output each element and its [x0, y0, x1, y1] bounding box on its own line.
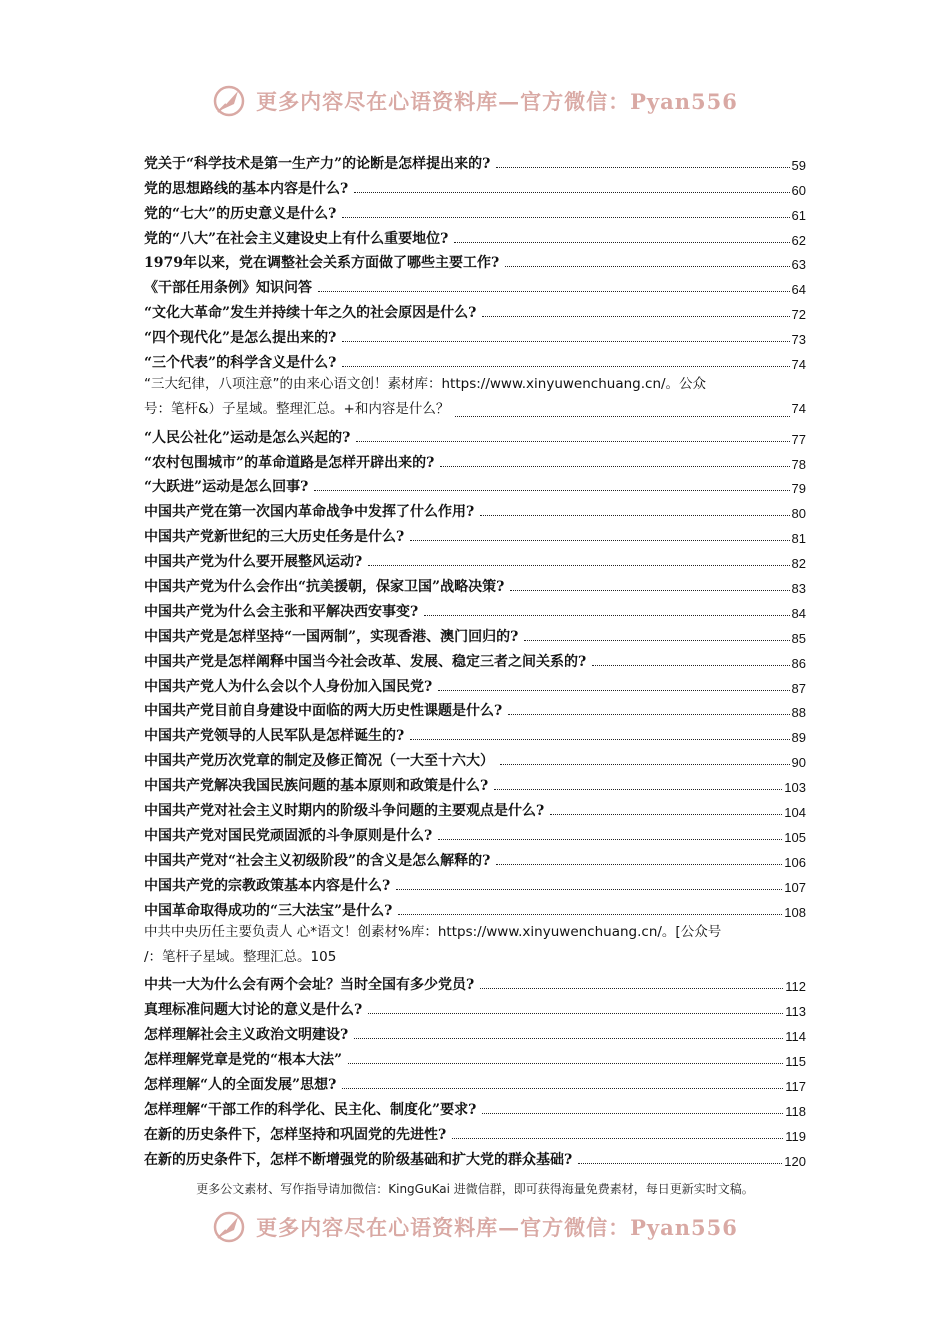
- toc-page-number: 114: [785, 1029, 806, 1045]
- toc-entry[interactable]: [144, 447, 806, 472]
- leader-dots: [410, 540, 789, 541]
- toc-entry-title: “三个代表”的科学含义是什么?: [144, 355, 337, 372]
- toc-entry[interactable]: [144, 248, 806, 273]
- leader-dots: [318, 291, 790, 292]
- leader-dots: [410, 739, 789, 740]
- toc-page-number: 79: [791, 481, 806, 497]
- footer-banner-text: 更多内容尽在心语资料库—官方微信：Pyan556: [256, 1215, 738, 1240]
- toc-entry-title: “人民公社化”运动是怎么兴起的?: [144, 429, 351, 446]
- leader-dots: [342, 366, 789, 367]
- toc-entry[interactable]: [144, 795, 806, 820]
- toc-entry-title: 怎样理解“人的全面发展”思想?: [144, 1076, 337, 1093]
- leader-dots: [505, 266, 789, 267]
- leader-dots: [342, 217, 789, 218]
- toc-entry[interactable]: [144, 696, 806, 721]
- toc-page-number: 120: [784, 1153, 806, 1169]
- toc-entry[interactable]: [144, 223, 806, 248]
- leader-dots: [398, 914, 782, 915]
- leader-dots: [440, 466, 789, 467]
- leader-dots: [354, 192, 789, 193]
- toc-page-number: 112: [785, 979, 806, 995]
- toc-entry-title: 中国共产党历次党章的制定及修正简况（一大至十六大）: [144, 753, 494, 770]
- toc-entry-title: 中国共产党对“社会主义初级阶段”的含义是怎么解释的?: [144, 852, 491, 869]
- toc-entry-title: “四个现代化”是怎么提出来的?: [144, 330, 337, 347]
- toc-entry[interactable]: [144, 870, 806, 895]
- leader-dots: [342, 341, 789, 342]
- toc-entry-title: 中国革命取得成功的“三大法宝”是什么?: [144, 902, 393, 919]
- leader-dots: [342, 1088, 783, 1089]
- leader-dots: [368, 565, 789, 566]
- toc-entry-title: 中国共产党为什么要开展整风运动?: [144, 554, 363, 571]
- toc-page-number: 88: [791, 705, 806, 721]
- toc-entry-title: 中国共产党是怎样阐释中国当今社会改革、发展、稳定三者之间关系的?: [144, 653, 587, 670]
- toc-entry[interactable]: [144, 571, 806, 596]
- toc-entry-title: 怎样理解“干部工作的科学化、民主化、制度化”要求?: [144, 1101, 477, 1118]
- toc-page-number: 83: [791, 581, 806, 597]
- table-of-contents: [144, 148, 806, 1169]
- leader-dots: [508, 714, 789, 715]
- toc-entry[interactable]: [144, 1019, 806, 1044]
- toc-entry[interactable]: [144, 1144, 806, 1169]
- toc-page-number: 103: [784, 780, 806, 796]
- toc-page-number: 74: [791, 357, 806, 373]
- toc-entry[interactable]: [144, 720, 806, 745]
- toc-entry[interactable]: [144, 272, 806, 297]
- header-banner: [0, 84, 950, 118]
- toc-entry[interactable]: [144, 1044, 806, 1069]
- toc-page-number: 77: [791, 431, 806, 447]
- toc-entry-title: 中国共产党为什么会主张和平解决西安事变?: [144, 603, 419, 620]
- toc-page-number: 80: [791, 506, 806, 522]
- toc-entry[interactable]: [144, 745, 806, 770]
- toc-entry[interactable]: [144, 895, 806, 920]
- toc-page-number: 106: [784, 854, 806, 870]
- footer-note: 更多公文素材、写作指导请加微信：KingGuKai 进微信群，即可获得海量免费素材，每日更新实时文稿。: [196, 1182, 754, 1196]
- toc-page-number: 104: [784, 805, 806, 821]
- toc-entry-title: 在新的历史条件下，怎样坚持和巩固党的先进性?: [144, 1126, 447, 1143]
- toc-entry-title: 中共一大为什么会有两个会址？当时全国有多少党员?: [144, 977, 475, 994]
- toc-entry[interactable]: [144, 596, 806, 621]
- toc-entry[interactable]: [144, 994, 806, 1019]
- toc-entry-title: 怎样理解党章是党的“根本大法”: [144, 1051, 343, 1068]
- toc-page-number: 60: [791, 182, 806, 198]
- toc-entry[interactable]: [144, 845, 806, 870]
- leader-dots: [356, 441, 789, 442]
- toc-entry[interactable]: [144, 347, 806, 372]
- toc-entry-special[interactable]: [144, 372, 806, 422]
- leader-dots: [396, 889, 782, 890]
- footer-banner: [0, 1210, 950, 1244]
- toc-page-number: 90: [791, 755, 806, 771]
- toc-entry-title: 中国共产党是怎样坚持“一国两制”，实现香港、澳门回归的?: [144, 628, 519, 645]
- toc-page-number: 89: [791, 730, 806, 746]
- leader-dots: [550, 814, 782, 815]
- toc-entry-title: 中国共产党对国民党顽固派的斗争原则是什么?: [144, 827, 433, 844]
- toc-page-number: 63: [791, 257, 806, 273]
- leader-dots: [524, 640, 789, 641]
- toc-entry[interactable]: [144, 546, 806, 571]
- toc-entry[interactable]: [144, 646, 806, 671]
- leader-dots: [438, 690, 789, 691]
- toc-page-number: 113: [785, 1004, 806, 1020]
- toc-entry-title: 中国共产党对社会主义时期内的阶级斗争问题的主要观点是什么?: [144, 803, 545, 820]
- toc-entry[interactable]: [144, 173, 806, 198]
- toc-entry-title: 中国共产党在第一次国内革命战争中发挥了什么作用?: [144, 504, 475, 521]
- toc-entry-title: 中国共产党目前自身建设中面临的两大历史性课题是什么?: [144, 703, 503, 720]
- toc-entry[interactable]: [144, 322, 806, 347]
- leader-dots: [578, 1163, 782, 1164]
- toc-entry[interactable]: [144, 521, 806, 546]
- toc-entry[interactable]: [144, 820, 806, 845]
- toc-page-number: 82: [791, 556, 806, 572]
- toc-entry-title: 中国共产党解决我国民族问题的基本原则和政策是什么?: [144, 778, 489, 795]
- leader-dots: [348, 1063, 783, 1064]
- toc-page-number: 74: [791, 400, 806, 416]
- toc-entry[interactable]: [144, 496, 806, 521]
- toc-page-number: 108: [784, 904, 806, 920]
- toc-entry-title: “农村包围城市”的革命道路是怎样开辟出来的?: [144, 454, 435, 471]
- toc-entry-title: 中国共产党为什么会作出“抗美援朝，保家卫国”战略决策?: [144, 579, 505, 596]
- toc-entry-title: 中国共产党人为什么会以个人身份加入国民党?: [144, 678, 433, 695]
- toc-page-number: 59: [791, 157, 806, 173]
- toc-entry[interactable]: [144, 1119, 806, 1144]
- toc-page-number: 84: [791, 605, 806, 621]
- toc-entry-title-line1: “三大纪律，八项注意”的由来心语文创！素材库：https://www.xinyuwenchuang.cn/。公众: [144, 376, 707, 393]
- toc-entry-special[interactable]: [144, 920, 806, 970]
- toc-page-number: 86: [791, 655, 806, 671]
- header-banner-text: 更多内容尽在心语资料库—官方微信：Pyan556: [256, 89, 738, 114]
- toc-entry[interactable]: [144, 621, 806, 646]
- toc-page-number: 61: [791, 207, 806, 223]
- leader-dots: [500, 764, 790, 765]
- leader-dots: [480, 988, 783, 989]
- toc-page-number: 81: [791, 531, 806, 547]
- toc-entry[interactable]: [144, 1069, 806, 1094]
- toc-entry-title: 党关于“科学技术是第一生产力”的论断是怎样提出来的?: [144, 155, 491, 172]
- toc-entry-title: 1979年以来，党在调整社会关系方面做了哪些主要工作?: [144, 255, 500, 272]
- toc-entry[interactable]: [144, 770, 806, 795]
- toc-page-number: 107: [784, 879, 806, 895]
- toc-entry-title: 在新的历史条件下，怎样不断增强党的阶级基础和扩大党的群众基础?: [144, 1151, 573, 1168]
- toc-entry-title: 中国共产党领导的人民军队是怎样诞生的?: [144, 728, 405, 745]
- toc-entry-title-line1: 中共中央历任主要负责人 心*语文！创素材%库：https://www.xinyuwenchuang.cn/。[公众号: [144, 923, 722, 940]
- toc-page-number: 118: [785, 1103, 806, 1119]
- leader-dots: [354, 1038, 783, 1039]
- toc-entry-title: 怎样理解社会主义政治文明建设?: [144, 1027, 349, 1044]
- toc-entry[interactable]: [144, 422, 806, 447]
- leader-dots: [314, 490, 789, 491]
- leader-dots: [496, 864, 782, 865]
- toc-page-number: 64: [791, 282, 806, 298]
- toc-entry-title-line2: /：笔杆子星域。整理汇总。105: [144, 948, 337, 965]
- toc-page-number: 62: [791, 232, 806, 248]
- leader-dots: [438, 839, 782, 840]
- toc-entry-title: 党的“八大”在社会主义建设史上有什么重要地位?: [144, 230, 449, 247]
- quill-logo-icon: [212, 1210, 246, 1244]
- leader-dots: [482, 1113, 783, 1114]
- leader-dots: [424, 615, 789, 616]
- toc-entry-title: 《干部任用条例》知识问答: [144, 280, 312, 297]
- toc-page-number: 105: [784, 829, 806, 845]
- leader-dots: [452, 1138, 783, 1139]
- toc-entry[interactable]: [144, 472, 806, 497]
- leader-dots: [510, 590, 789, 591]
- leader-dots: [368, 1013, 783, 1014]
- toc-page-number: 72: [791, 307, 806, 323]
- toc-page-number: 119: [785, 1128, 806, 1144]
- toc-entry[interactable]: [144, 969, 806, 994]
- leader-dots: [496, 167, 789, 168]
- toc-page-number: 73: [791, 332, 806, 348]
- quill-logo-icon: [212, 84, 246, 118]
- toc-page-number: 85: [791, 630, 806, 646]
- toc-entry-title: “大跃进”运动是怎么回事?: [144, 479, 309, 496]
- toc-entry-title: 中国共产党新世纪的三大历史任务是什么?: [144, 529, 405, 546]
- toc-entry-title-line2: 号：笔杆&）子星域。整理汇总。+和内容是什么？: [144, 400, 450, 417]
- toc-entry[interactable]: [144, 198, 806, 223]
- leader-dots: [454, 242, 789, 243]
- toc-entry-title: 党的思想路线的基本内容是什么?: [144, 180, 349, 197]
- toc-entry[interactable]: [144, 671, 806, 696]
- toc-entry[interactable]: [144, 1094, 806, 1119]
- toc-entry-title: “文化大革命”发生并持续十年之久的社会原因是什么?: [144, 305, 477, 322]
- toc-entry[interactable]: [144, 297, 806, 322]
- leader-dots: [480, 515, 789, 516]
- leader-dots: [482, 316, 789, 317]
- toc-page-number: 117: [785, 1078, 806, 1094]
- toc-page-number: 115: [785, 1053, 806, 1069]
- toc-page-number: 78: [791, 456, 806, 472]
- leader-dots: [455, 416, 789, 417]
- toc-entry[interactable]: [144, 148, 806, 173]
- leader-dots: [592, 665, 789, 666]
- toc-entry-title: 真理标准问题大讨论的意义是什么?: [144, 1002, 363, 1019]
- toc-entry-title: 中国共产党的宗教政策基本内容是什么?: [144, 877, 391, 894]
- leader-dots: [494, 789, 782, 790]
- toc-entry-title: 党的“七大”的历史意义是什么?: [144, 205, 337, 222]
- toc-page-number: 87: [791, 680, 806, 696]
